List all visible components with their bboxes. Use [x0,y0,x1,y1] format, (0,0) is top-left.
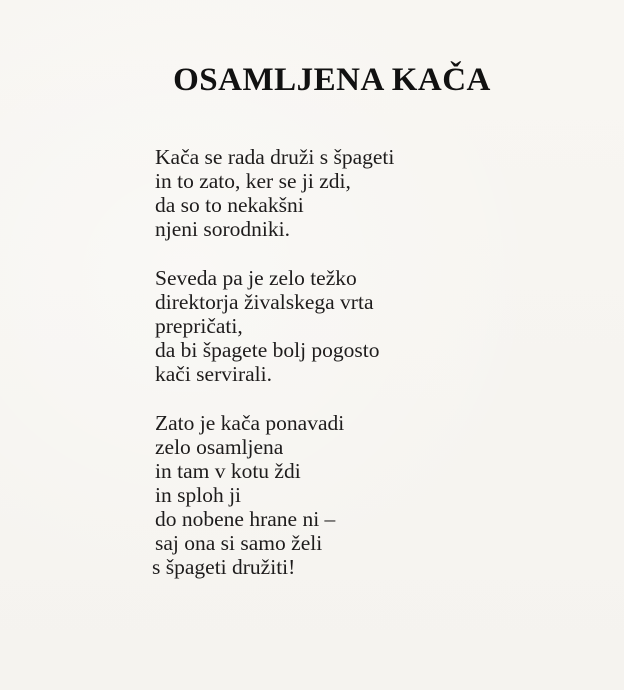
poem-line: kači servirali. [155,362,273,386]
poem-line: in sploh ji [155,483,242,507]
poem-line: Zato je kača ponavadi [155,411,345,435]
stanza-3 [152,411,394,579]
poem-line: zelo osamljena [155,435,284,459]
poem-line: s špageti družiti! [152,555,296,579]
poem-line: prepričati, [155,314,243,338]
poem-line: direktorja živalskega vrta [155,290,374,314]
poem-line: da so to nekakšni [155,193,304,217]
poem-line: Seveda pa je zelo težko [155,266,357,290]
poem-line: Kača se rada druži s špageti [155,145,395,169]
poem-title: OSAMLJENA KAČA [173,62,491,98]
poem-line: saj ona si samo želi [155,531,323,555]
poem-line: in tam v kotu ždi [155,459,301,483]
poem-line: njeni sorodniki. [155,217,290,241]
poem-line: da bi špagete bolj pogosto [155,338,380,362]
stanza-2 [155,266,394,386]
poem-body [152,145,395,604]
stanza-1 [155,145,394,241]
poem-line: do nobene hrane ni – [155,507,336,531]
poem-line: in to zato, ker se ji zdi, [155,169,351,193]
